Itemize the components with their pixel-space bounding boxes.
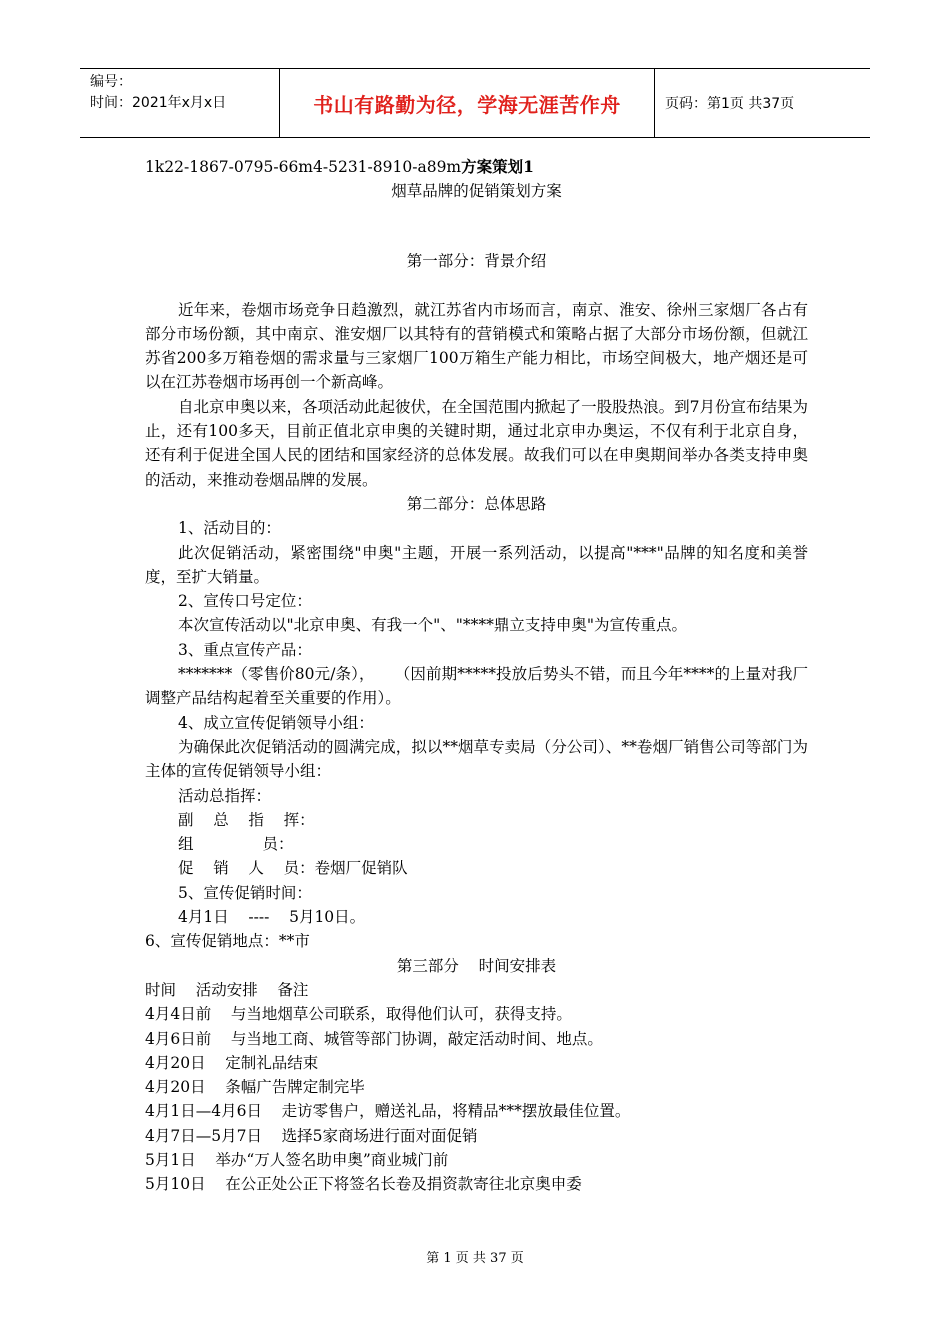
schedule-row: 4月20日 定制礼品结束: [145, 1053, 319, 1072]
header-meta: [80, 69, 280, 137]
document-id-suffix: 方案策划1: [461, 157, 534, 176]
section-5-heading: 5、宣传促销时间：: [178, 883, 312, 902]
part1-paragraph-1: 近年来，卷烟市场竞争日趋激烈，就江苏省内市场而言，南京、淮安、徐州三家烟厂各占有部分市场份额，其中南京、淮安烟厂以其特有的营销模式和策略占据了大部分市场份额，但就江苏省200多万箱卷烟的需求量与三家烟厂100万箱生产能力相比，市场空间极大，地产烟还是可以在江苏卷烟市场再创一个新高峰。: [145, 300, 808, 392]
schedule-row: 4月7日—5月7日 选择5家商场进行面对面促销: [145, 1126, 478, 1145]
document-id: 1k22-1867-0795-66m4-5231-8910-a89m: [145, 158, 462, 176]
part3-heading: 第三部分 时间安排表: [396, 956, 557, 975]
document-id-line: [145, 155, 808, 179]
document-body: [145, 155, 808, 1197]
section-4-text: 为确保此次促销活动的圆满完成，拟以**烟草专卖局（分公司）、**卷烟厂销售公司等部门为主体的宣传促销领导小组：: [145, 737, 808, 781]
part2-heading: 第二部分：总体思路: [406, 494, 547, 513]
header-page-info: 页码：第1页 共37页: [665, 96, 795, 112]
schedule-row: 4月4日前 与当地烟草公司联系，取得他们认可，获得支持。: [145, 1005, 572, 1024]
section-3-heading: 3、重点宣传产品：: [178, 640, 312, 659]
part1-paragraph-2: 自北京申奥以来，各项活动此起彼伏，在全国范围内掀起了一股股热浪。到7月份宣布结果为止，还有100多天，目前正值北京申奥的关键时期，通过北京申办奥运，不仅有利于北京自身，还有利于促进全国人民的团结和国家经济的总体发展。故我们可以在申奥期间举办各类支持申奥的活动，来推动卷烟品牌的发展。: [145, 397, 808, 489]
section-2-heading: 2、宣传口号定位：: [178, 592, 312, 611]
section-5-text: 4月1日 ---- 5月10日。: [178, 908, 366, 927]
page-footer: 第 1 页 共 37 页: [426, 1251, 524, 1266]
role-members: 组 员：: [178, 835, 294, 854]
role-commander: 活动总指挥：: [178, 786, 272, 805]
section-2-text: 本次宣传活动以"北京申奥、有我一个"、"****鼎立支持申奥"为宣传重点。: [178, 616, 688, 635]
role-deputy: 副 总 指 挥：: [178, 810, 315, 829]
header-number-label: 编号：: [90, 74, 132, 90]
schedule-row: 5月10日 在公正处公正下将签名长卷及捐资款寄往北京奥申委: [145, 1175, 582, 1194]
schedule-row: 4月20日 条幅广告牌定制完毕: [145, 1078, 365, 1097]
header-time-label: 时间：2021年x月x日: [90, 95, 227, 111]
section-6-heading: 6、宣传促销地点：**市: [145, 932, 310, 951]
section-4-heading: 4、成立宣传促销领导小组：: [178, 713, 374, 732]
document-title: 烟草品牌的促销策划方案: [391, 182, 562, 200]
section-1-text: 此次促销活动，紧密围绕"申奥"主题，开展一系列活动，以提高"***"品牌的知名度和美誉度，至扩大销量。: [145, 543, 808, 586]
role-promoters: 促 销 人 员：卷烟厂促销队: [178, 859, 408, 878]
page-header: [80, 68, 870, 138]
part1-heading: 第一部分：背景介绍: [406, 252, 547, 271]
section-3-text: *******（零售价80元/条）， （因前期*****投放后势头不错，而且今年****的上量对我厂调整产品结构起着至关重要的作用）。: [145, 665, 808, 708]
schedule-row: 5月1日 举办“万人签名助申奥”商业城门前: [145, 1150, 449, 1169]
schedule-row: 4月6日前 与当地工商、城管等部门协调，敲定活动时间、地点。: [145, 1029, 603, 1048]
header-motto: 书山有路勤为径，学海无涯苦作舟: [280, 69, 655, 137]
schedule-row: 4月1日—4月6日 走访零售户，赠送礼品，将精品***摆放最佳位置。: [145, 1102, 631, 1121]
schedule-row: 时间 活动安排 备注: [145, 980, 309, 999]
section-1-heading: 1、活动目的：: [178, 519, 281, 538]
